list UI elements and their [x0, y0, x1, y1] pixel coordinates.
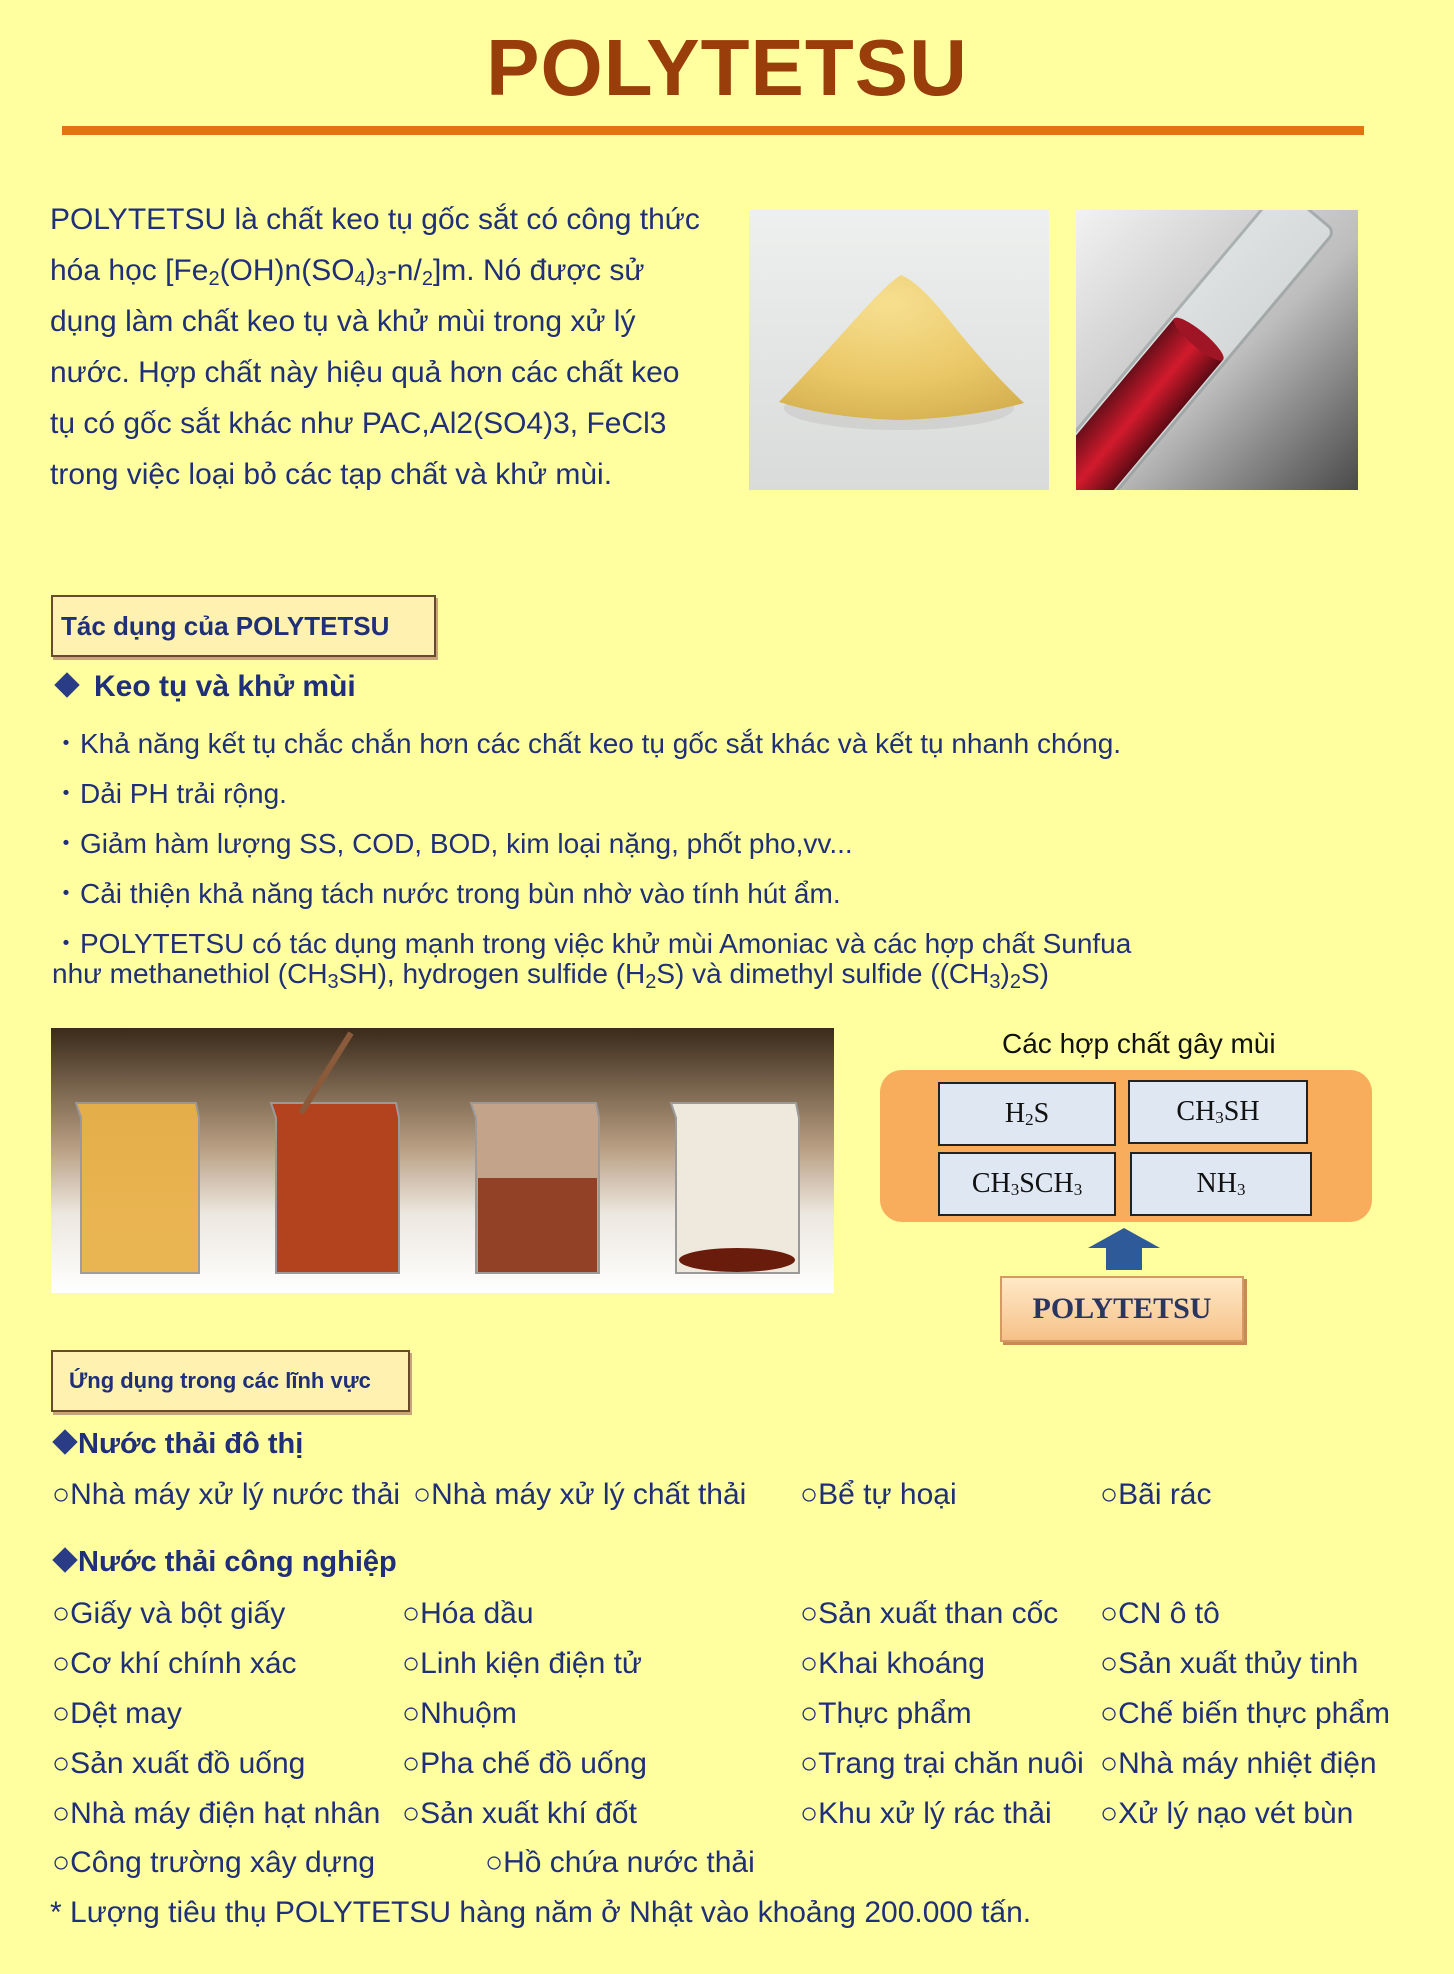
industrial-item: ○Sản xuất thủy tinh [1100, 1647, 1359, 1680]
industrial-item: ○Nhà máy nhiệt điện [1100, 1747, 1377, 1780]
intro-line: trong việc loại bỏ các tạp chất và khử mùi. [50, 458, 613, 491]
powder-photo [749, 210, 1049, 490]
compound-ch3sh: $CH_3SH$ [1128, 1080, 1308, 1144]
intro-line: dụng làm chất keo tụ và khử mùi trong xử lý [50, 305, 636, 338]
urban-item: ○Nhà máy xử lý nước thải [52, 1478, 401, 1511]
industrial-item: ○Sản xuất đồ uống [52, 1747, 306, 1780]
compound-ch3sch3: $CH_3SCH_3$ [938, 1152, 1116, 1216]
industrial-item: ○Xử lý nạo vét bùn [1100, 1797, 1354, 1830]
effects-section-header: Tác dụng của POLYTETSU [51, 595, 436, 657]
industrial-item: ○Giấy và bột giấy [52, 1597, 286, 1630]
page-title: POLYTETSU [486, 23, 968, 112]
compound-h2s: $H_2S$ [938, 1082, 1116, 1146]
industrial-item: ○Hóa dầu [402, 1597, 534, 1630]
intro-line: hóa học $[Fe_2(OH)n(SO_4)_3-n/_2]m$. Nó được sử [50, 254, 645, 290]
industrial-item: ○Dệt may [52, 1697, 182, 1730]
intro-line: tụ có gốc sắt khác như PAC,Al2(SO4)3, FeCl3 [50, 407, 667, 440]
industrial-subheading: Nước thải công nghiệp [56, 1546, 397, 1579]
polytetsu-agent-box: POLYTETSU [1000, 1276, 1244, 1342]
industrial-item: ○Thực phẩm [800, 1697, 972, 1730]
up-arrow-icon [1088, 1228, 1160, 1270]
effect-bullet-continued: như methanethiol $(CH_3SH)$, hydrogen sulfide $(H_2S)$ và dimethyl sulfide $((CH_3)_2S)$ [52, 958, 1049, 993]
industrial-item: ○Sản xuất than cốc [800, 1597, 1059, 1630]
effect-bullet: ・POLYTETSU có tác dụng mạnh trong việc khử mùi Amoniac và các hợp chất Sunfua [52, 928, 1132, 959]
diamond-bullet-icon [52, 1547, 77, 1572]
urban-subheading: Nước thải đô thị [56, 1428, 303, 1461]
compound-nh3: $NH_3$ [1130, 1152, 1312, 1216]
urban-item: ○Bể tự hoại [800, 1478, 957, 1511]
industrial-item: ○Công trường xây dựng [52, 1846, 376, 1879]
intro-line: POLYTETSU là chất keo tụ gốc sắt có công thức [50, 203, 700, 236]
effect-bullet: ・Dải PH trải rộng. [52, 778, 287, 809]
beakers-photo [51, 1028, 834, 1293]
effect-bullet: ・Cải thiện khả năng tách nước trong bùn nhờ vào tính hút ẩm. [52, 878, 841, 909]
industrial-item: ○Linh kiện điện tử [402, 1647, 643, 1680]
intro-paragraph [50, 194, 730, 500]
industrial-item: ○Chế biến thực phẩm [1100, 1697, 1391, 1730]
industrial-item: ○Sản xuất khí đốt [402, 1797, 637, 1830]
odor-compounds-caption: Các hợp chất gây mùi [1002, 1028, 1276, 1059]
industrial-item: ○Trang trại chăn nuôi [800, 1747, 1084, 1780]
applications-section-header: Ứng dụng trong các lĩnh vực [51, 1350, 410, 1412]
industrial-item: ○Hồ chứa nước thải [485, 1846, 755, 1879]
industrial-item: ○Pha chế đồ uống [402, 1747, 647, 1780]
industrial-item: ○Nhà máy điện hạt nhân [52, 1797, 381, 1830]
diamond-bullet-icon [54, 672, 79, 697]
industrial-item: ○Khai khoáng [800, 1647, 985, 1680]
industrial-item: ○CN ô tô [1100, 1597, 1220, 1630]
urban-item: ○Bãi rác [1100, 1478, 1212, 1511]
effect-bullet: ・Khả năng kết tụ chắc chắn hơn các chất keo tụ gốc sắt khác và kết tụ nhanh chóng. [52, 728, 1122, 759]
test-tube-photo [1076, 210, 1358, 490]
diamond-bullet-icon [52, 1429, 77, 1454]
industrial-item: ○Cơ khí chính xác [52, 1647, 297, 1680]
footnote: * Lượng tiêu thụ POLYTETSU hàng năm ở Nhật vào khoảng 200.000 tấn. [50, 1896, 1032, 1929]
industrial-item: ○Khu xử lý rác thải [800, 1797, 1052, 1830]
title-divider [62, 126, 1364, 135]
urban-item: ○Nhà máy xử lý chất thải [413, 1478, 747, 1511]
effect-bullet: ・Giảm hàm lượng SS, COD, BOD, kim loại nặng, phốt pho,vv... [52, 828, 853, 859]
intro-line: nước. Hợp chất này hiệu quả hơn các chất keo [50, 356, 680, 389]
industrial-item: ○Nhuộm [402, 1697, 517, 1730]
effects-subheading: Keo tụ và khử mùi [58, 670, 356, 704]
